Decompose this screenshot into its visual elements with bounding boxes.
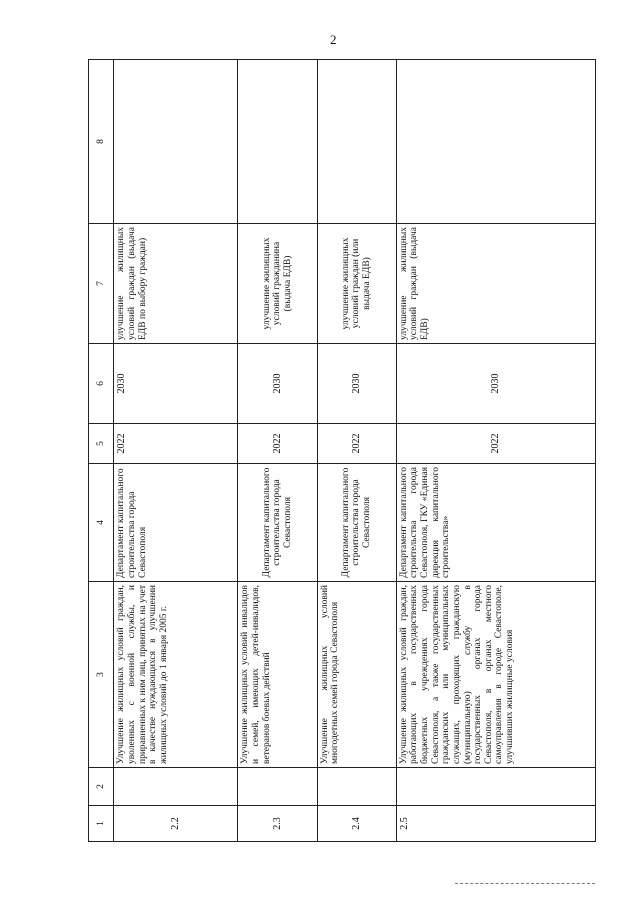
row-col2: [114, 768, 238, 806]
header-cell: 5: [89, 424, 114, 464]
row-department: Департамент капитального строительства города Севастополя: [114, 464, 238, 582]
row-result: улучшение жилищных условий граждан (выдача ЕДВ): [396, 224, 595, 344]
program-table: [88, 59, 596, 842]
row-end-year: 2030: [238, 344, 317, 424]
row-start-year: 2022: [114, 424, 238, 464]
row-number: 2.2: [114, 806, 238, 842]
row-col2: [317, 768, 396, 806]
header-cell: 8: [89, 60, 114, 224]
row-description: Улучшение жилищных условий граждан, уволенных с военной службы, и приравненных к ним лиц, принятых на учет в качестве нуждающихся в улучшении жилищных условий до 1 января 2005 г.: [114, 582, 238, 768]
header-cell: 3: [89, 582, 114, 768]
rotated-table-container: [88, 60, 596, 842]
row-col8: [238, 60, 317, 224]
row-col2: [238, 768, 317, 806]
row-description: Улучшение жилищных условий инвалидов и семей, имеющих детей-инвалидов, ветеранов боевых действий: [238, 582, 317, 768]
table-row: [396, 60, 595, 842]
row-start-year: 2022: [238, 424, 317, 464]
table-row: [114, 60, 238, 842]
header-cell: 2: [89, 768, 114, 806]
row-start-year: 2022: [396, 424, 595, 464]
row-department: Департамент капитального строительства города Севастополя: [238, 464, 317, 582]
header-cell: 4: [89, 464, 114, 582]
row-department: Департамент капитального строительства города Севастополя, ГКУ «Единая дирекция капитального строительства»: [396, 464, 595, 582]
row-col8: [317, 60, 396, 224]
row-end-year: 2030: [317, 344, 396, 424]
row-col8: [114, 60, 238, 224]
row-col8: [396, 60, 595, 224]
row-number: 2.4: [317, 806, 396, 842]
row-end-year: 2030: [396, 344, 595, 424]
page-number: 2: [330, 32, 337, 47]
row-number: 2.5: [396, 806, 595, 842]
table-row: [238, 60, 317, 842]
row-result: улучшение жилищных условий гражданина (выдача ЕДВ): [238, 224, 317, 344]
row-end-year: 2030: [114, 344, 238, 424]
row-description: Улучшение жилищных условий граждан, работающих в государственных бюджетных учреждениях города Севастополя, а также государственных гражданских или муниципальных служащих, проходящих гражданскую (муниципальную) службу в государственных органах города Севастополя, в органах местного самоуправления в городе Севастополе, улучшивших жилищные условия: [396, 582, 595, 768]
row-number: 2.3: [238, 806, 317, 842]
table-row: [317, 60, 396, 842]
table-header-row: [89, 60, 114, 842]
row-result: улучшение жилищных условий граждан (выдача ЕДВ по выбору граждан): [114, 224, 238, 344]
header-cell: 7: [89, 224, 114, 344]
row-description: Улучшение жилищных условий многодетных семей города Севастополя: [317, 582, 396, 768]
row-result: улучшение жилищных условий граждан (или выдача ЕДВ): [317, 224, 396, 344]
footer-divider: [455, 883, 595, 884]
row-col2: [396, 768, 595, 806]
row-start-year: 2022: [317, 424, 396, 464]
row-department: Департамент капитального строительства города Севастополя: [317, 464, 396, 582]
header-cell: 1: [89, 806, 114, 842]
header-cell: 6: [89, 344, 114, 424]
